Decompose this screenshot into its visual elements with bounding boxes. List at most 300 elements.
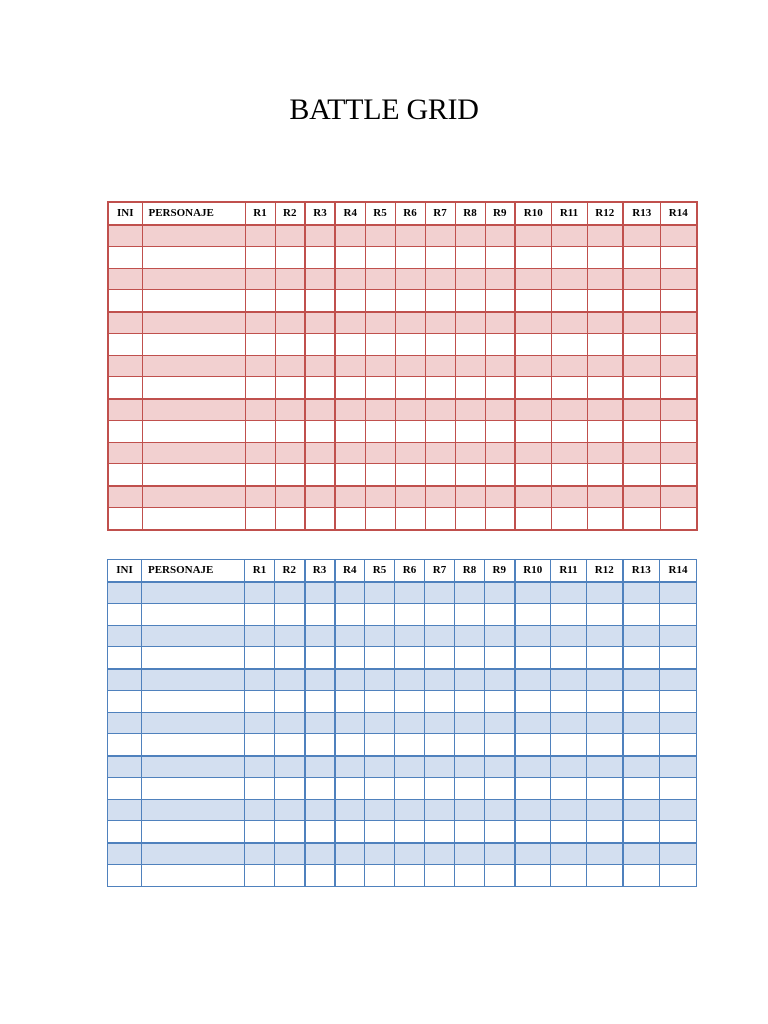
grid-cell[interactable] — [623, 821, 660, 843]
grid-cell[interactable] — [660, 290, 697, 312]
grid-cell[interactable] — [365, 508, 395, 530]
grid-cell[interactable] — [660, 647, 697, 669]
grid-cell[interactable] — [142, 464, 245, 486]
grid-cell[interactable] — [108, 464, 142, 486]
grid-cell[interactable] — [425, 464, 455, 486]
grid-cell[interactable] — [455, 377, 485, 399]
grid-cell[interactable] — [623, 312, 660, 334]
grid-cell[interactable] — [551, 843, 587, 865]
grid-cell[interactable] — [395, 799, 425, 821]
grid-cell[interactable] — [142, 799, 245, 821]
grid-cell[interactable] — [623, 486, 660, 508]
grid-cell[interactable] — [587, 625, 623, 647]
grid-cell[interactable] — [245, 799, 275, 821]
grid-cell[interactable] — [425, 377, 455, 399]
grid-cell[interactable] — [587, 865, 623, 887]
grid-cell[interactable] — [335, 247, 365, 269]
grid-cell[interactable] — [515, 464, 551, 486]
grid-cell[interactable] — [275, 647, 305, 669]
grid-cell[interactable] — [660, 268, 697, 290]
grid-cell[interactable] — [395, 421, 425, 443]
grid-cell[interactable] — [623, 582, 660, 604]
grid-cell[interactable] — [515, 669, 551, 691]
grid-cell[interactable] — [455, 734, 485, 756]
grid-cell[interactable] — [245, 712, 275, 734]
grid-cell[interactable] — [587, 225, 623, 247]
grid-cell[interactable] — [335, 268, 365, 290]
grid-cell[interactable] — [485, 604, 515, 626]
grid-cell[interactable] — [108, 334, 142, 356]
grid-cell[interactable] — [425, 355, 455, 377]
grid-cell[interactable] — [365, 247, 395, 269]
grid-cell[interactable] — [142, 756, 245, 778]
grid-cell[interactable] — [305, 486, 335, 508]
grid-cell[interactable] — [485, 355, 515, 377]
grid-cell[interactable] — [623, 778, 660, 800]
grid-cell[interactable] — [515, 843, 551, 865]
grid-cell[interactable] — [108, 399, 142, 421]
grid-cell[interactable] — [142, 268, 245, 290]
grid-cell[interactable] — [485, 334, 515, 356]
grid-cell[interactable] — [485, 734, 515, 756]
grid-cell[interactable] — [335, 290, 365, 312]
grid-cell[interactable] — [515, 225, 551, 247]
grid-cell[interactable] — [395, 268, 425, 290]
grid-cell[interactable] — [551, 486, 587, 508]
grid-cell[interactable] — [425, 625, 455, 647]
grid-cell[interactable] — [365, 734, 395, 756]
grid-cell[interactable] — [275, 290, 305, 312]
grid-cell[interactable] — [455, 625, 485, 647]
grid-cell[interactable] — [395, 225, 425, 247]
grid-cell[interactable] — [275, 421, 305, 443]
grid-cell[interactable] — [551, 247, 587, 269]
grid-cell[interactable] — [142, 508, 245, 530]
grid-cell[interactable] — [515, 712, 551, 734]
grid-cell[interactable] — [551, 669, 587, 691]
grid-cell[interactable] — [425, 247, 455, 269]
grid-cell[interactable] — [275, 865, 305, 887]
grid-cell[interactable] — [551, 647, 587, 669]
grid-cell[interactable] — [245, 669, 275, 691]
grid-cell[interactable] — [275, 268, 305, 290]
grid-cell[interactable] — [305, 647, 335, 669]
grid-cell[interactable] — [245, 778, 275, 800]
grid-cell[interactable] — [305, 355, 335, 377]
grid-cell[interactable] — [515, 756, 551, 778]
grid-cell[interactable] — [515, 312, 551, 334]
grid-cell[interactable] — [515, 486, 551, 508]
grid-cell[interactable] — [660, 464, 697, 486]
grid-cell[interactable] — [623, 290, 660, 312]
grid-cell[interactable] — [587, 604, 623, 626]
grid-cell[interactable] — [660, 582, 697, 604]
grid-cell[interactable] — [142, 399, 245, 421]
grid-cell[interactable] — [455, 843, 485, 865]
grid-cell[interactable] — [660, 691, 697, 713]
grid-cell[interactable] — [365, 865, 395, 887]
grid-cell[interactable] — [108, 669, 142, 691]
grid-cell[interactable] — [335, 312, 365, 334]
grid-cell[interactable] — [275, 442, 305, 464]
grid-cell[interactable] — [108, 421, 142, 443]
grid-cell[interactable] — [108, 821, 142, 843]
grid-cell[interactable] — [455, 355, 485, 377]
grid-cell[interactable] — [245, 377, 275, 399]
grid-cell[interactable] — [551, 442, 587, 464]
grid-cell[interactable] — [305, 225, 335, 247]
grid-cell[interactable] — [623, 799, 660, 821]
grid-cell[interactable] — [485, 625, 515, 647]
grid-cell[interactable] — [455, 399, 485, 421]
grid-cell[interactable] — [587, 355, 623, 377]
grid-cell[interactable] — [587, 442, 623, 464]
grid-cell[interactable] — [395, 290, 425, 312]
grid-cell[interactable] — [305, 734, 335, 756]
grid-cell[interactable] — [660, 712, 697, 734]
grid-cell[interactable] — [515, 268, 551, 290]
grid-cell[interactable] — [425, 799, 455, 821]
grid-cell[interactable] — [142, 691, 245, 713]
grid-cell[interactable] — [275, 508, 305, 530]
grid-cell[interactable] — [245, 421, 275, 443]
grid-cell[interactable] — [335, 225, 365, 247]
grid-cell[interactable] — [485, 712, 515, 734]
grid-cell[interactable] — [335, 821, 365, 843]
grid-cell[interactable] — [623, 625, 660, 647]
grid-cell[interactable] — [587, 399, 623, 421]
grid-cell[interactable] — [142, 247, 245, 269]
grid-cell[interactable] — [485, 312, 515, 334]
grid-cell[interactable] — [425, 312, 455, 334]
grid-cell[interactable] — [515, 355, 551, 377]
grid-cell[interactable] — [551, 421, 587, 443]
grid-cell[interactable] — [660, 604, 697, 626]
grid-cell[interactable] — [587, 821, 623, 843]
grid-cell[interactable] — [108, 312, 142, 334]
grid-cell[interactable] — [485, 464, 515, 486]
grid-cell[interactable] — [587, 464, 623, 486]
grid-cell[interactable] — [108, 865, 142, 887]
grid-cell[interactable] — [551, 582, 587, 604]
grid-cell[interactable] — [395, 647, 425, 669]
grid-cell[interactable] — [245, 464, 275, 486]
grid-cell[interactable] — [623, 225, 660, 247]
grid-cell[interactable] — [425, 712, 455, 734]
grid-cell[interactable] — [551, 399, 587, 421]
grid-cell[interactable] — [395, 355, 425, 377]
grid-cell[interactable] — [365, 377, 395, 399]
grid-cell[interactable] — [245, 334, 275, 356]
grid-cell[interactable] — [485, 582, 515, 604]
grid-cell[interactable] — [245, 843, 275, 865]
grid-cell[interactable] — [245, 486, 275, 508]
grid-cell[interactable] — [623, 464, 660, 486]
grid-cell[interactable] — [485, 778, 515, 800]
grid-cell[interactable] — [395, 377, 425, 399]
grid-cell[interactable] — [587, 582, 623, 604]
grid-cell[interactable] — [108, 625, 142, 647]
grid-cell[interactable] — [660, 734, 697, 756]
grid-cell[interactable] — [485, 865, 515, 887]
grid-cell[interactable] — [275, 355, 305, 377]
grid-cell[interactable] — [305, 799, 335, 821]
grid-cell[interactable] — [305, 604, 335, 626]
grid-cell[interactable] — [485, 399, 515, 421]
grid-cell[interactable] — [455, 268, 485, 290]
grid-cell[interactable] — [587, 843, 623, 865]
grid-cell[interactable] — [275, 399, 305, 421]
grid-cell[interactable] — [587, 669, 623, 691]
grid-cell[interactable] — [365, 486, 395, 508]
grid-cell[interactable] — [660, 486, 697, 508]
grid-cell[interactable] — [551, 691, 587, 713]
grid-cell[interactable] — [425, 865, 455, 887]
grid-cell[interactable] — [425, 821, 455, 843]
grid-cell[interactable] — [587, 312, 623, 334]
grid-cell[interactable] — [623, 247, 660, 269]
grid-cell[interactable] — [142, 355, 245, 377]
grid-cell[interactable] — [587, 508, 623, 530]
grid-cell[interactable] — [335, 604, 365, 626]
grid-cell[interactable] — [365, 442, 395, 464]
grid-cell[interactable] — [551, 290, 587, 312]
grid-cell[interactable] — [485, 799, 515, 821]
grid-cell[interactable] — [660, 821, 697, 843]
grid-cell[interactable] — [485, 421, 515, 443]
grid-cell[interactable] — [245, 691, 275, 713]
grid-cell[interactable] — [245, 225, 275, 247]
grid-cell[interactable] — [455, 821, 485, 843]
grid-cell[interactable] — [623, 712, 660, 734]
grid-cell[interactable] — [660, 421, 697, 443]
grid-cell[interactable] — [395, 712, 425, 734]
grid-cell[interactable] — [245, 647, 275, 669]
grid-cell[interactable] — [485, 377, 515, 399]
grid-cell[interactable] — [551, 821, 587, 843]
grid-cell[interactable] — [587, 756, 623, 778]
grid-cell[interactable] — [108, 225, 142, 247]
grid-cell[interactable] — [587, 334, 623, 356]
grid-cell[interactable] — [395, 399, 425, 421]
grid-cell[interactable] — [365, 778, 395, 800]
grid-cell[interactable] — [108, 647, 142, 669]
grid-cell[interactable] — [551, 268, 587, 290]
grid-cell[interactable] — [365, 625, 395, 647]
grid-cell[interactable] — [335, 399, 365, 421]
grid-cell[interactable] — [425, 691, 455, 713]
grid-cell[interactable] — [623, 647, 660, 669]
grid-cell[interactable] — [395, 464, 425, 486]
grid-cell[interactable] — [425, 508, 455, 530]
grid-cell[interactable] — [515, 290, 551, 312]
grid-cell[interactable] — [108, 486, 142, 508]
grid-cell[interactable] — [660, 442, 697, 464]
grid-cell[interactable] — [275, 821, 305, 843]
grid-cell[interactable] — [142, 604, 245, 626]
grid-cell[interactable] — [335, 691, 365, 713]
grid-cell[interactable] — [395, 486, 425, 508]
grid-cell[interactable] — [365, 843, 395, 865]
grid-cell[interactable] — [305, 712, 335, 734]
grid-cell[interactable] — [395, 756, 425, 778]
grid-cell[interactable] — [623, 442, 660, 464]
grid-cell[interactable] — [335, 865, 365, 887]
grid-cell[interactable] — [515, 799, 551, 821]
grid-cell[interactable] — [108, 290, 142, 312]
grid-cell[interactable] — [275, 334, 305, 356]
grid-cell[interactable] — [515, 778, 551, 800]
grid-cell[interactable] — [335, 377, 365, 399]
grid-cell[interactable] — [515, 442, 551, 464]
grid-cell[interactable] — [455, 778, 485, 800]
grid-cell[interactable] — [485, 691, 515, 713]
grid-cell[interactable] — [515, 377, 551, 399]
grid-cell[interactable] — [335, 582, 365, 604]
grid-cell[interactable] — [425, 486, 455, 508]
grid-cell[interactable] — [485, 669, 515, 691]
grid-cell[interactable] — [305, 508, 335, 530]
grid-cell[interactable] — [515, 508, 551, 530]
grid-cell[interactable] — [245, 508, 275, 530]
grid-cell[interactable] — [142, 312, 245, 334]
grid-cell[interactable] — [245, 865, 275, 887]
grid-cell[interactable] — [425, 442, 455, 464]
grid-cell[interactable] — [425, 399, 455, 421]
grid-cell[interactable] — [623, 691, 660, 713]
grid-cell[interactable] — [335, 442, 365, 464]
grid-cell[interactable] — [108, 734, 142, 756]
grid-cell[interactable] — [142, 582, 245, 604]
grid-cell[interactable] — [305, 442, 335, 464]
grid-cell[interactable] — [365, 691, 395, 713]
grid-cell[interactable] — [455, 756, 485, 778]
grid-cell[interactable] — [108, 582, 142, 604]
grid-cell[interactable] — [305, 778, 335, 800]
grid-cell[interactable] — [365, 290, 395, 312]
grid-cell[interactable] — [395, 247, 425, 269]
grid-cell[interactable] — [335, 625, 365, 647]
grid-cell[interactable] — [365, 355, 395, 377]
grid-cell[interactable] — [485, 486, 515, 508]
grid-cell[interactable] — [395, 669, 425, 691]
grid-cell[interactable] — [515, 582, 551, 604]
grid-cell[interactable] — [455, 486, 485, 508]
grid-cell[interactable] — [365, 399, 395, 421]
grid-cell[interactable] — [365, 421, 395, 443]
grid-cell[interactable] — [455, 247, 485, 269]
grid-cell[interactable] — [142, 377, 245, 399]
grid-cell[interactable] — [245, 734, 275, 756]
grid-cell[interactable] — [275, 712, 305, 734]
grid-cell[interactable] — [551, 734, 587, 756]
grid-cell[interactable] — [335, 334, 365, 356]
grid-cell[interactable] — [455, 691, 485, 713]
grid-cell[interactable] — [455, 712, 485, 734]
grid-cell[interactable] — [551, 334, 587, 356]
grid-cell[interactable] — [623, 508, 660, 530]
grid-cell[interactable] — [365, 604, 395, 626]
grid-cell[interactable] — [587, 421, 623, 443]
grid-cell[interactable] — [142, 442, 245, 464]
grid-cell[interactable] — [485, 508, 515, 530]
grid-cell[interactable] — [660, 508, 697, 530]
grid-cell[interactable] — [551, 712, 587, 734]
grid-cell[interactable] — [551, 377, 587, 399]
grid-cell[interactable] — [245, 399, 275, 421]
grid-cell[interactable] — [108, 377, 142, 399]
grid-cell[interactable] — [515, 647, 551, 669]
grid-cell[interactable] — [245, 821, 275, 843]
grid-cell[interactable] — [275, 734, 305, 756]
grid-cell[interactable] — [395, 778, 425, 800]
grid-cell[interactable] — [275, 799, 305, 821]
grid-cell[interactable] — [623, 334, 660, 356]
grid-cell[interactable] — [455, 582, 485, 604]
grid-cell[interactable] — [275, 691, 305, 713]
grid-cell[interactable] — [425, 290, 455, 312]
grid-cell[interactable] — [142, 290, 245, 312]
grid-cell[interactable] — [335, 778, 365, 800]
grid-cell[interactable] — [660, 334, 697, 356]
grid-cell[interactable] — [142, 843, 245, 865]
grid-cell[interactable] — [485, 821, 515, 843]
grid-cell[interactable] — [551, 756, 587, 778]
grid-cell[interactable] — [587, 778, 623, 800]
grid-cell[interactable] — [425, 582, 455, 604]
grid-cell[interactable] — [425, 843, 455, 865]
grid-cell[interactable] — [660, 669, 697, 691]
grid-cell[interactable] — [275, 756, 305, 778]
grid-cell[interactable] — [455, 464, 485, 486]
grid-cell[interactable] — [142, 712, 245, 734]
grid-cell[interactable] — [425, 669, 455, 691]
grid-cell[interactable] — [142, 486, 245, 508]
grid-cell[interactable] — [455, 604, 485, 626]
grid-cell[interactable] — [551, 508, 587, 530]
grid-cell[interactable] — [305, 334, 335, 356]
grid-cell[interactable] — [275, 225, 305, 247]
grid-cell[interactable] — [245, 604, 275, 626]
grid-cell[interactable] — [108, 247, 142, 269]
grid-cell[interactable] — [108, 355, 142, 377]
grid-cell[interactable] — [515, 821, 551, 843]
grid-cell[interactable] — [142, 778, 245, 800]
grid-cell[interactable] — [425, 225, 455, 247]
grid-cell[interactable] — [142, 421, 245, 443]
grid-cell[interactable] — [485, 756, 515, 778]
grid-cell[interactable] — [305, 843, 335, 865]
grid-cell[interactable] — [515, 421, 551, 443]
grid-cell[interactable] — [108, 604, 142, 626]
grid-cell[interactable] — [455, 647, 485, 669]
grid-cell[interactable] — [455, 669, 485, 691]
grid-cell[interactable] — [245, 442, 275, 464]
grid-cell[interactable] — [660, 799, 697, 821]
grid-cell[interactable] — [587, 647, 623, 669]
grid-cell[interactable] — [395, 625, 425, 647]
grid-cell[interactable] — [455, 799, 485, 821]
grid-cell[interactable] — [275, 843, 305, 865]
grid-cell[interactable] — [660, 247, 697, 269]
grid-cell[interactable] — [485, 247, 515, 269]
grid-cell[interactable] — [660, 625, 697, 647]
grid-cell[interactable] — [245, 625, 275, 647]
grid-cell[interactable] — [551, 799, 587, 821]
grid-cell[interactable] — [587, 734, 623, 756]
grid-cell[interactable] — [515, 691, 551, 713]
grid-cell[interactable] — [455, 290, 485, 312]
